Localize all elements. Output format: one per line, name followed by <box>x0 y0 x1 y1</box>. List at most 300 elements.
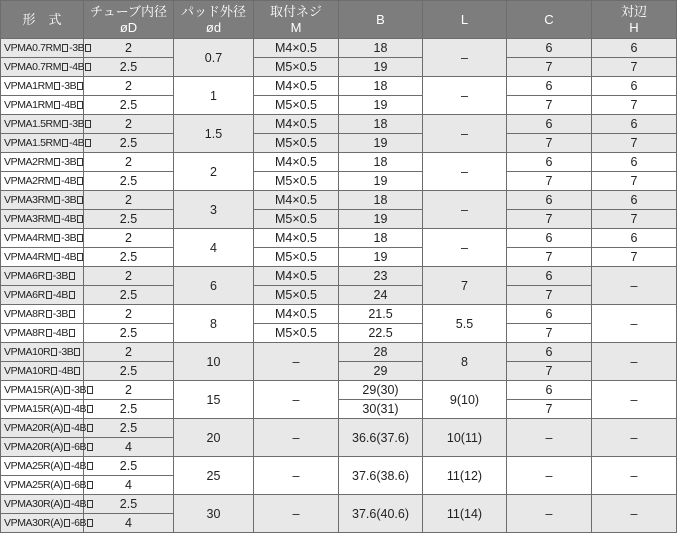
b-cell: 22.5 <box>339 324 423 343</box>
c-cell: 7 <box>507 96 592 115</box>
tube-inner-diameter-cell: 2.5 <box>84 58 174 77</box>
tube-inner-diameter-cell: 2.5 <box>84 210 174 229</box>
across-flats-h-cell: 6 <box>592 229 677 248</box>
l-cell: 10(11) <box>423 419 507 457</box>
across-flats-h-cell: – <box>592 457 677 495</box>
b-cell: 19 <box>339 248 423 267</box>
b-cell: 18 <box>339 229 423 248</box>
table-row <box>1 58 677 77</box>
option-box-icon <box>87 386 93 394</box>
table-row <box>1 134 677 153</box>
tube-inner-diameter-cell: 2 <box>84 153 174 172</box>
model-prefix: VPMA15R(A) <box>4 384 64 396</box>
b-cell: 18 <box>339 153 423 172</box>
across-flats-h-cell: 6 <box>592 39 677 58</box>
c-cell: 7 <box>507 286 592 305</box>
table-row <box>1 115 677 134</box>
mounting-thread-cell: M5×0.5 <box>254 248 339 267</box>
model-suffix: -4B <box>52 327 68 339</box>
tube-inner-diameter-cell: 2 <box>84 229 174 248</box>
model-cell <box>1 134 84 153</box>
model-prefix: VPMA4RM <box>4 251 54 263</box>
model-prefix: VPMA8R <box>4 327 45 339</box>
tube-inner-diameter-cell: 2.5 <box>84 134 174 153</box>
model-prefix: VPMA25R(A) <box>4 460 64 472</box>
option-box-icon <box>62 139 68 147</box>
option-box-icon <box>74 367 80 375</box>
mounting-thread-cell: – <box>254 381 339 419</box>
option-box-icon <box>51 367 57 375</box>
option-box-icon <box>77 158 83 166</box>
model-cell <box>1 400 87 419</box>
pad-outer-diameter-cell: 0.7 <box>174 39 254 77</box>
model-cell <box>1 267 84 286</box>
tube-inner-diameter-cell: 2 <box>84 39 174 58</box>
model-suffix: -3B <box>69 118 85 130</box>
tube-inner-diameter-cell: 2.5 <box>84 419 174 438</box>
option-box-icon <box>87 519 93 527</box>
table-row <box>1 305 677 324</box>
option-box-icon <box>54 196 60 204</box>
model-suffix: -3B <box>61 80 77 92</box>
option-box-icon <box>85 44 91 52</box>
tube-inner-diameter-cell: 2.5 <box>84 96 174 115</box>
model-suffix: -6B <box>71 479 87 491</box>
model-suffix: -4B <box>69 61 85 73</box>
option-box-icon <box>87 481 93 489</box>
mounting-thread-cell: – <box>254 457 339 495</box>
model-prefix: VPMA0.7RM <box>4 42 62 54</box>
mounting-thread-cell: M4×0.5 <box>254 39 339 58</box>
model-cell <box>1 191 84 210</box>
model-suffix: -4B <box>71 498 87 510</box>
mounting-thread-cell: M5×0.5 <box>254 324 339 343</box>
across-flats-h-cell: – <box>592 267 677 305</box>
option-box-icon <box>85 120 91 128</box>
option-box-icon <box>87 424 93 432</box>
c-cell: 6 <box>507 191 592 210</box>
pad-outer-diameter-cell: 3 <box>174 191 254 229</box>
l-cell: – <box>423 115 507 153</box>
model-suffix: -4B <box>61 99 77 111</box>
l-cell: – <box>423 191 507 229</box>
model-cell <box>1 457 87 476</box>
option-box-icon <box>77 253 83 261</box>
c-cell: 6 <box>507 115 592 134</box>
option-box-icon <box>77 177 83 185</box>
pad-outer-diameter-cell: 8 <box>174 305 254 343</box>
c-cell: 6 <box>507 267 592 286</box>
model-suffix: -3B <box>69 42 85 54</box>
tube-inner-diameter-cell: 2.5 <box>84 248 174 267</box>
mounting-thread-cell: M5×0.5 <box>254 134 339 153</box>
tube-inner-diameter-cell: 2.5 <box>84 457 174 476</box>
option-box-icon <box>54 177 60 185</box>
mounting-thread-cell: – <box>254 343 339 381</box>
b-cell: 18 <box>339 39 423 58</box>
mounting-thread-cell: M5×0.5 <box>254 58 339 77</box>
tube-inner-diameter-cell: 2 <box>84 267 174 286</box>
mounting-thread-cell: – <box>254 495 339 533</box>
b-cell: 19 <box>339 58 423 77</box>
tube-inner-diameter-cell: 2.5 <box>84 362 174 381</box>
option-box-icon <box>54 234 60 242</box>
model-cell <box>1 172 84 191</box>
c-cell: 7 <box>507 172 592 191</box>
model-cell <box>1 495 87 514</box>
header-across-flats-h: 対辺 H <box>592 1 677 39</box>
model-cell <box>1 248 84 267</box>
option-box-icon <box>85 63 91 71</box>
tube-inner-diameter-cell: 4 <box>84 476 174 495</box>
across-flats-h-cell: 6 <box>592 191 677 210</box>
model-cell <box>1 58 84 77</box>
model-prefix: VPMA30R(A) <box>4 517 64 529</box>
model-prefix: VPMA4RM <box>4 232 54 244</box>
pad-outer-diameter-cell: 15 <box>174 381 254 419</box>
model-cell <box>1 438 87 457</box>
tube-inner-diameter-cell: 2 <box>84 305 174 324</box>
option-box-icon <box>69 291 75 299</box>
across-flats-h-cell: 6 <box>592 153 677 172</box>
mounting-thread-cell: M5×0.5 <box>254 210 339 229</box>
model-prefix: VPMA10R <box>4 346 51 358</box>
b-cell: 19 <box>339 96 423 115</box>
header-mounting-thread: 取付ネジ M <box>254 1 339 39</box>
l-cell: 7 <box>423 267 507 305</box>
b-cell: 18 <box>339 115 423 134</box>
table-row <box>1 457 677 476</box>
model-suffix: -4B <box>58 365 74 377</box>
tube-inner-diameter-cell: 4 <box>84 438 174 457</box>
across-flats-h-cell: – <box>592 419 677 457</box>
model-suffix: -4B <box>61 251 77 263</box>
model-prefix: VPMA1.5RM <box>4 118 62 130</box>
option-box-icon <box>69 329 75 337</box>
tube-inner-diameter-cell: 2 <box>84 343 174 362</box>
tube-inner-diameter-cell: 2.5 <box>84 324 174 343</box>
model-cell <box>1 514 87 533</box>
table-row <box>1 381 677 400</box>
tube-inner-diameter-cell: 2.5 <box>84 172 174 191</box>
mounting-thread-cell: M5×0.5 <box>254 96 339 115</box>
across-flats-h-cell: 7 <box>592 96 677 115</box>
model-cell <box>1 343 84 362</box>
tube-inner-diameter-cell: 2.5 <box>84 495 174 514</box>
option-box-icon <box>54 82 60 90</box>
mounting-thread-cell: M5×0.5 <box>254 172 339 191</box>
option-box-icon <box>69 310 75 318</box>
b-cell: 29 <box>339 362 423 381</box>
option-box-icon <box>87 405 93 413</box>
header-row <box>1 1 677 39</box>
table-row <box>1 172 677 191</box>
mounting-thread-cell: M4×0.5 <box>254 305 339 324</box>
model-cell <box>1 39 84 58</box>
header-model: 形 式 <box>1 1 84 39</box>
mounting-thread-cell: M4×0.5 <box>254 191 339 210</box>
l-cell: 11(14) <box>423 495 507 533</box>
table-row <box>1 362 677 381</box>
model-suffix: -6B <box>71 441 87 453</box>
c-cell: 7 <box>507 324 592 343</box>
table-row <box>1 324 677 343</box>
model-prefix: VPMA30R(A) <box>4 498 64 510</box>
pad-outer-diameter-cell: 4 <box>174 229 254 267</box>
model-prefix: VPMA20R(A) <box>4 422 64 434</box>
model-suffix: -4B <box>61 213 77 225</box>
mounting-thread-cell: M4×0.5 <box>254 115 339 134</box>
pad-outer-diameter-cell: 1 <box>174 77 254 115</box>
table-row <box>1 77 677 96</box>
table-row <box>1 191 677 210</box>
option-box-icon <box>85 139 91 147</box>
table-row <box>1 210 677 229</box>
model-prefix: VPMA3RM <box>4 213 54 225</box>
c-cell: – <box>507 457 592 495</box>
option-box-icon <box>64 443 70 451</box>
across-flats-h-cell: – <box>592 495 677 533</box>
mounting-thread-cell: M4×0.5 <box>254 153 339 172</box>
option-box-icon <box>77 101 83 109</box>
model-prefix: VPMA15R(A) <box>4 403 64 415</box>
model-prefix: VPMA20R(A) <box>4 441 64 453</box>
model-suffix: -3B <box>61 156 77 168</box>
across-flats-h-cell: 7 <box>592 58 677 77</box>
model-prefix: VPMA0.7RM <box>4 61 62 73</box>
pad-outer-diameter-cell: 6 <box>174 267 254 305</box>
b-cell: 21.5 <box>339 305 423 324</box>
model-prefix: VPMA3RM <box>4 194 54 206</box>
across-flats-h-cell: – <box>592 381 677 419</box>
option-box-icon <box>87 462 93 470</box>
tube-inner-diameter-cell: 2 <box>84 191 174 210</box>
mounting-thread-cell: M4×0.5 <box>254 77 339 96</box>
table-row <box>1 248 677 267</box>
model-cell <box>1 210 84 229</box>
option-box-icon <box>46 272 52 280</box>
c-cell: 6 <box>507 153 592 172</box>
b-cell: 19 <box>339 172 423 191</box>
model-cell <box>1 476 87 495</box>
model-suffix: -4B <box>52 289 68 301</box>
b-cell: 36.6(37.6) <box>339 419 423 457</box>
model-prefix: VPMA10R <box>4 365 51 377</box>
b-cell: 19 <box>339 134 423 153</box>
c-cell: 6 <box>507 39 592 58</box>
option-box-icon <box>64 424 70 432</box>
model-prefix: VPMA6R <box>4 270 45 282</box>
model-cell <box>1 419 87 438</box>
b-cell: 23 <box>339 267 423 286</box>
table-row <box>1 495 677 514</box>
table-body <box>1 39 677 533</box>
table-row <box>1 419 677 438</box>
model-prefix: VPMA6R <box>4 289 45 301</box>
table-row <box>1 153 677 172</box>
model-cell <box>1 96 84 115</box>
model-suffix: -3B <box>71 384 87 396</box>
model-cell <box>1 305 84 324</box>
c-cell: 7 <box>507 58 592 77</box>
header-c: C <box>507 1 592 39</box>
across-flats-h-cell: – <box>592 305 677 343</box>
mounting-thread-cell: M5×0.5 <box>254 286 339 305</box>
option-box-icon <box>46 310 52 318</box>
across-flats-h-cell: 7 <box>592 248 677 267</box>
l-cell: 8 <box>423 343 507 381</box>
model-suffix: -3B <box>58 346 74 358</box>
b-cell: 28 <box>339 343 423 362</box>
tube-inner-diameter-cell: 2 <box>84 381 174 400</box>
tube-inner-diameter-cell: 2.5 <box>84 400 174 419</box>
model-suffix: -3B <box>61 232 77 244</box>
option-box-icon <box>46 329 52 337</box>
option-box-icon <box>87 443 93 451</box>
b-cell: 37.6(40.6) <box>339 495 423 533</box>
l-cell: – <box>423 77 507 115</box>
header-pad-outer-diameter: パッド外径 ød <box>174 1 254 39</box>
model-cell <box>1 381 87 400</box>
option-box-icon <box>77 196 83 204</box>
model-suffix: -3B <box>61 194 77 206</box>
pad-outer-diameter-cell: 10 <box>174 343 254 381</box>
table-row <box>1 286 677 305</box>
option-box-icon <box>51 348 57 356</box>
across-flats-h-cell: 6 <box>592 115 677 134</box>
model-suffix: -4B <box>71 422 87 434</box>
c-cell: 6 <box>507 305 592 324</box>
b-cell: 18 <box>339 191 423 210</box>
pad-outer-diameter-cell: 1.5 <box>174 115 254 153</box>
c-cell: – <box>507 495 592 533</box>
option-box-icon <box>64 386 70 394</box>
table-row <box>1 39 677 58</box>
model-prefix: VPMA1.5RM <box>4 137 62 149</box>
model-cell <box>1 324 84 343</box>
option-box-icon <box>62 44 68 52</box>
pad-outer-diameter-cell: 20 <box>174 419 254 457</box>
table-row <box>1 96 677 115</box>
model-suffix: -4B <box>69 137 85 149</box>
option-box-icon <box>54 253 60 261</box>
l-cell: 9(10) <box>423 381 507 419</box>
b-cell: 24 <box>339 286 423 305</box>
table-row <box>1 229 677 248</box>
b-cell: 37.6(38.6) <box>339 457 423 495</box>
mounting-thread-cell: – <box>254 419 339 457</box>
pad-outer-diameter-cell: 2 <box>174 153 254 191</box>
option-box-icon <box>74 348 80 356</box>
tube-inner-diameter-cell: 2 <box>84 115 174 134</box>
l-cell: 5.5 <box>423 305 507 343</box>
model-prefix: VPMA25R(A) <box>4 479 64 491</box>
model-prefix: VPMA1RM <box>4 80 54 92</box>
c-cell: 6 <box>507 77 592 96</box>
mounting-thread-cell: M4×0.5 <box>254 267 339 286</box>
across-flats-h-cell: 7 <box>592 210 677 229</box>
b-cell: 30(31) <box>339 400 423 419</box>
c-cell: 7 <box>507 134 592 153</box>
across-flats-h-cell: 7 <box>592 172 677 191</box>
model-suffix: -6B <box>71 517 87 529</box>
option-box-icon <box>87 500 93 508</box>
tube-inner-diameter-cell: 2 <box>84 77 174 96</box>
model-prefix: VPMA8R <box>4 308 45 320</box>
option-box-icon <box>54 215 60 223</box>
pad-outer-diameter-cell: 30 <box>174 495 254 533</box>
across-flats-h-cell: 6 <box>592 77 677 96</box>
tube-inner-diameter-cell: 2.5 <box>84 286 174 305</box>
model-suffix: -3B <box>52 270 68 282</box>
c-cell: 7 <box>507 248 592 267</box>
option-box-icon <box>64 481 70 489</box>
option-box-icon <box>77 234 83 242</box>
model-prefix: VPMA1RM <box>4 99 54 111</box>
model-prefix: VPMA2RM <box>4 156 54 168</box>
header-tube-inner-diameter: チューブ内径 øD <box>84 1 174 39</box>
l-cell: – <box>423 153 507 191</box>
option-box-icon <box>64 405 70 413</box>
option-box-icon <box>64 500 70 508</box>
l-cell: 11(12) <box>423 457 507 495</box>
c-cell: 7 <box>507 400 592 419</box>
l-cell: – <box>423 39 507 77</box>
tube-inner-diameter-cell: 4 <box>84 514 174 533</box>
option-box-icon <box>62 120 68 128</box>
b-cell: 29(30) <box>339 381 423 400</box>
model-cell <box>1 286 84 305</box>
option-box-icon <box>54 101 60 109</box>
option-box-icon <box>77 215 83 223</box>
model-cell <box>1 153 84 172</box>
model-suffix: -4B <box>61 175 77 187</box>
option-box-icon <box>54 158 60 166</box>
table-row <box>1 400 677 419</box>
c-cell: 6 <box>507 381 592 400</box>
option-box-icon <box>46 291 52 299</box>
header-b: B <box>339 1 423 39</box>
model-suffix: -3B <box>52 308 68 320</box>
option-box-icon <box>62 63 68 71</box>
c-cell: 6 <box>507 343 592 362</box>
option-box-icon <box>64 519 70 527</box>
model-cell <box>1 229 84 248</box>
mounting-thread-cell: M4×0.5 <box>254 229 339 248</box>
c-cell: – <box>507 419 592 457</box>
b-cell: 19 <box>339 210 423 229</box>
b-cell: 18 <box>339 77 423 96</box>
pad-outer-diameter-cell: 25 <box>174 457 254 495</box>
model-cell <box>1 77 84 96</box>
option-box-icon <box>64 462 70 470</box>
c-cell: 7 <box>507 362 592 381</box>
model-suffix: -4B <box>71 403 87 415</box>
l-cell: – <box>423 229 507 267</box>
model-prefix: VPMA2RM <box>4 175 54 187</box>
c-cell: 7 <box>507 210 592 229</box>
across-flats-h-cell: – <box>592 343 677 381</box>
option-box-icon <box>77 82 83 90</box>
option-box-icon <box>69 272 75 280</box>
c-cell: 6 <box>507 229 592 248</box>
model-cell <box>1 115 84 134</box>
across-flats-h-cell: 7 <box>592 134 677 153</box>
model-cell <box>1 362 84 381</box>
header-l: L <box>423 1 507 39</box>
model-suffix: -4B <box>71 460 87 472</box>
table-row <box>1 343 677 362</box>
